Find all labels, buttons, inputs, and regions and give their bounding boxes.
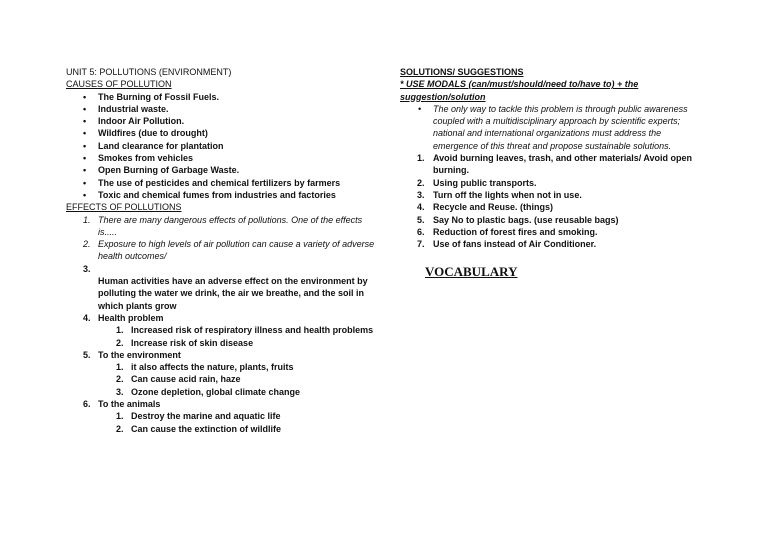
sub-list-item: 3. Ozone depletion, global climate change (116, 386, 301, 397)
number-marker: 1. (116, 362, 124, 373)
modals-note: * USE MODALS (can/must/should/need to/have to) + the suggestion/solution (400, 79, 639, 102)
list-item: 6. Reduction of forest fires and smoking. (417, 226, 598, 237)
number-marker: 5. (417, 214, 425, 225)
causes-heading: CAUSES OF POLLUTION (66, 79, 172, 90)
list-item: 6. To the animals (83, 399, 161, 410)
number-marker: 6. (417, 226, 425, 237)
sub-list-item: 1. Increased risk of respiratory illness and health problems (116, 325, 374, 336)
number-marker: 4. (83, 312, 91, 323)
list-item: 2. Using public transports. (417, 177, 537, 188)
number-marker: 4. (417, 202, 425, 213)
causes-list (66, 91, 376, 202)
list-item: 7. Use of fans instead of Air Conditioner. (417, 239, 597, 250)
list-item: • Wildfires (due to drought) (83, 128, 208, 139)
number-marker: 1. (417, 153, 425, 164)
sub-list-item: 2. Can cause acid rain, haze (116, 374, 241, 385)
number-marker: 2. (116, 423, 124, 434)
number-marker: 6. (83, 399, 91, 410)
sub-list-item: 2. Can cause the extinction of wildlife (116, 423, 282, 434)
number-marker: 2. (116, 337, 124, 348)
list-item: 3. Human activities have an adverse effect on the environment by polluting the water we drink, the air we breathe, and the soil in which plants grow (83, 263, 368, 311)
number-marker: 1. (116, 411, 124, 422)
number-marker: 2. (83, 239, 91, 250)
left-column (66, 66, 376, 435)
list-item: • The Burning of Fossil Fuels. (83, 91, 220, 102)
number-marker: 1. (116, 325, 124, 336)
bullet-marker: • (83, 91, 87, 102)
list-item: 2. Exposure to high levels of air pollution can cause a variety of adverse health outcomes/ (83, 239, 375, 262)
list-item: • The use of pesticides and chemical fertilizers by farmers (83, 177, 341, 188)
effects-list (66, 214, 376, 435)
bullet-marker: • (83, 165, 87, 176)
list-item: • Indoor Air Pollution. (83, 116, 185, 127)
list-item: • Open Burning of Garbage Waste. (83, 165, 240, 176)
list-item: 5. To the environment (83, 349, 181, 360)
list-item: 4. Recycle and Reuse. (things) (417, 202, 554, 213)
list-item: 3. Turn off the lights when not in use. (417, 189, 582, 200)
sub-list-item: 1. it also affects the nature, plants, fruits (116, 362, 294, 373)
list-item: • Smokes from vehicles (83, 153, 194, 164)
number-marker: 3. (83, 263, 91, 274)
number-marker: 2. (116, 374, 124, 385)
list-item: • Land clearance for plantation (83, 140, 224, 151)
effects-heading: EFFECTS OF POLLUTIONS (66, 202, 182, 213)
list-item: 1. There are many dangerous effects of pollutions. One of the effects is..... (83, 214, 363, 237)
bullet-marker: • (83, 140, 87, 151)
unit-title: UNIT 5: POLLUTIONS (ENVIRONMENT) (66, 67, 232, 77)
list-item: 5. Say No to plastic bags. (use reusable bags) (417, 214, 619, 225)
bullet-marker: • (83, 189, 87, 200)
number-marker: 5. (83, 349, 91, 360)
sub-list-item: 1. Destroy the marine and aquatic life (116, 411, 281, 422)
number-marker: 1. (83, 214, 91, 225)
list-item: • Toxic and chemical fumes from industries and factories (83, 189, 336, 200)
number-marker: 3. (417, 189, 425, 200)
number-marker: 7. (417, 239, 425, 250)
solutions-list (400, 152, 700, 250)
bullet-marker: • (83, 103, 87, 114)
vocabulary-heading: VOCABULARY (425, 264, 518, 280)
intro-paragraph: • The only way to tackle this problem is through public awareness coupled with a multidisciplinary approach by scientific experts; national and international organizations must address the emergence of this threat and propose sustainable solutions. (418, 103, 688, 151)
sub-list-item: 2. Increase risk of skin disease (116, 337, 254, 348)
number-marker: 3. (116, 386, 124, 397)
number-marker: 2. (417, 177, 425, 188)
list-item: 4. Health problem (83, 312, 164, 323)
bullet-marker: • (83, 153, 87, 164)
right-column (400, 66, 700, 280)
solutions-heading: SOLUTIONS/ SUGGESTIONS (400, 67, 524, 77)
bullet-marker: • (83, 128, 87, 139)
list-item: • Industrial waste. (83, 103, 169, 114)
bullet-marker: • (83, 177, 87, 188)
list-item: 1. Avoid burning leaves, trash, and other materials/ Avoid open burning. (417, 153, 693, 176)
bullet-marker: • (418, 103, 422, 114)
bullet-marker: • (83, 116, 87, 127)
